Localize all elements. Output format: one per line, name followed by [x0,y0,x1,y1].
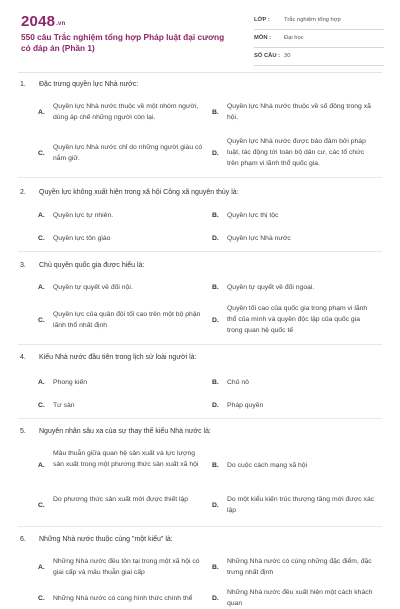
option-text: Do phương thức sản xuất mới được thiết lập [53,496,189,503]
option-letter: D. [212,402,219,409]
option-letter: A. [38,462,45,469]
question-number: 4. [20,354,26,361]
option-text: Do một kiểu kiến trúc thượng tầng mới được xác lập [227,496,375,514]
option-letter: B. [212,212,219,219]
question-text [20,262,380,269]
option-text: Những Nhà nước đều tồn tại trong một xã hội có giai cấp và mâu thuẫn giai cấp [53,558,200,576]
question-divider [18,251,382,252]
question-text [20,536,380,543]
option-text: Quyền lực tự nhiên. [53,212,114,219]
option-letter: D. [212,317,219,324]
meta-count-row [254,51,384,66]
option-text: Mâu thuẫn giữa quan hệ sản xuất và lực lượng sản xuất trong một phương thức sản xuất xã hội [53,450,199,468]
meta-subject-label: MÔN : [254,35,272,41]
option-text: Quyền lực Nhà nước thuộc về một nhóm người, dùng áp chế những người còn lại. [53,103,199,121]
question-prompt: Kiểu Nhà nước đầu tiên trong lịch sử loài người là: [39,354,197,361]
question-divider [18,344,382,345]
option-text: Quyền lực của quân đội tối cao trên một bộ phận lãnh thổ nhất định [53,311,201,329]
option-letter: D. [212,502,219,509]
site-logo[interactable] [21,13,65,30]
option-letter: C. [38,317,45,324]
option-letter: C. [38,150,45,157]
option-letter: D. [212,235,219,242]
option-letter: B. [212,462,219,469]
option-text: Pháp quyền [227,402,264,409]
option-text: Tư sản [53,402,75,409]
question-text [20,81,380,88]
option-letter: D. [212,595,219,602]
option-letter: B. [212,284,219,291]
option-text: Quyền tự quyết về đối ngoại. [227,284,315,291]
question-divider [18,526,382,527]
question-text [20,354,380,361]
option-text: Quyền lực Nhà nước [227,235,291,242]
option-text: Những Nhà nước có cùng hình thức chính thể [53,595,193,602]
option-text: Những Nhà nước đều xuất hiện một cách khách quan [227,589,373,607]
question-number: 3. [20,262,26,269]
document-title: 550 câu Trắc nghiệm tổng hợp Pháp luật đại cương có đáp án (Phần 1) [21,32,225,53]
option-letter: A. [38,212,45,219]
option-letter: B. [212,379,219,386]
option-letter: B. [212,564,219,571]
option-text: Quyền lực Nhà nước thuộc về số đông trong xã hội. [227,103,371,121]
header-divider [18,72,382,73]
option-letter: A. [38,284,45,291]
question-prompt: Chủ quyền quốc gia được hiểu là: [39,262,145,269]
meta-count-label: SỐ CÂU : [254,53,281,59]
option-text: Do cuộc cách mạng xã hội [227,462,308,469]
meta-subject-value: Đại học [284,35,304,41]
option-letter: C. [38,595,45,602]
option-text: Quyền tự quyết về đối nội. [53,284,133,291]
option-letter: C. [38,235,45,242]
option-text: Phong kiến [53,379,88,386]
question-prompt: Đặc trưng quyền lực Nhà nước: [39,81,139,88]
document-header [0,0,400,66]
meta-class-value: Trắc nghiệm tổng hợp [284,17,341,23]
meta-class-label: LỚP : [254,17,270,23]
meta-class-row [254,15,384,30]
option-letter: B. [212,109,219,116]
option-text: Quyền lực Nhà nước chỉ do những người giàu có nắm giữ. [53,144,203,162]
option-text: Quyền lực Nhà nước được bảo đảm bởi pháp luật, tác động tới toàn bộ dân cư, các tổ chức trên phạm vi lãnh thổ quốc gia. [227,138,366,167]
question-prompt: Quyền lực không xuất hiện trong xã hội Công xã nguyên thủy là: [39,189,239,196]
option-letter: A. [38,379,45,386]
option-letter: C. [38,502,45,509]
option-text: Quyền tối cao của quốc gia trong phạm vi lãnh thổ của mình và quyền độc lập của quốc gia trong quan hệ quốc tế [227,305,368,334]
meta-subject-row [254,33,384,48]
question-number: 6. [20,536,26,543]
question-divider [18,418,382,419]
question-text [20,189,380,196]
option-text: Những Nhà nước có cùng những đặc điểm, đặc trưng nhất định [227,558,372,576]
question-text [20,428,380,435]
question-number: 5. [20,428,26,435]
document-meta [254,15,384,69]
question-number: 1. [20,81,26,88]
option-text: Chủ nô [227,379,249,386]
option-text: Quyền lực tôn giáo [53,235,111,242]
logo-text: 2048 [21,13,56,30]
question-prompt: Nguyên nhân sâu xa của sự thay thế kiểu Nhà nước là: [39,428,211,435]
option-letter: D. [212,150,219,157]
question-number: 2. [20,189,26,196]
question-prompt: Những Nhà nước thuộc cùng "một kiểu" là: [39,536,173,543]
option-letter: A. [38,564,45,571]
logo-suffix: .vn [56,21,66,27]
option-letter: C. [38,402,45,409]
option-letter: A. [38,109,45,116]
option-text: Quyền lực thị tộc [227,212,279,219]
question-divider [18,177,382,178]
meta-count-value: 30 [284,53,291,59]
